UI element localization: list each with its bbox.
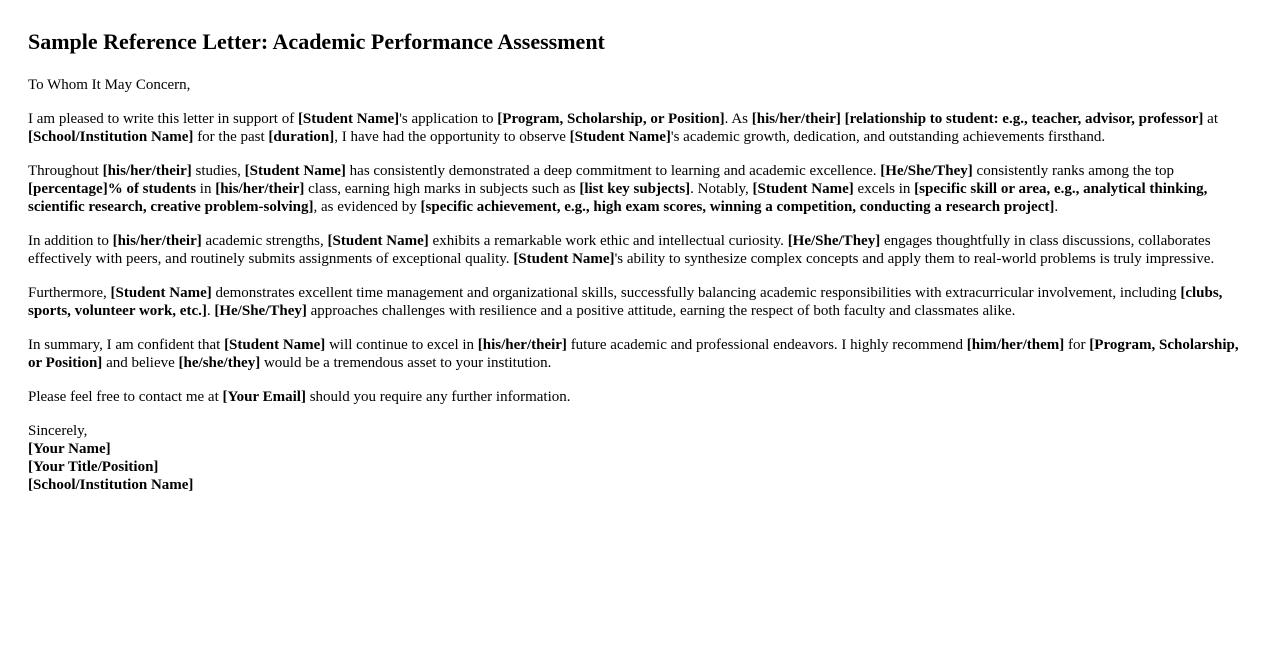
body-text: Throughout [28,163,103,179]
signature-closing: Sincerely, [28,423,88,439]
placeholder-text: [Student Name] [224,337,326,353]
body-text: studies, [191,163,245,179]
letter-body [28,110,1250,406]
placeholder-text: [list key subjects] [579,181,691,197]
letter-paragraph [28,284,1250,320]
body-text: approaches challenges with resilience and a positive attitude, earning the respect of both faculty and classmates alike. [306,303,1016,319]
body-text: demonstrates excellent time management and organizational skills, successfully balancing academic responsibilities with extracurricular involvement, including [211,285,1181,301]
placeholder-text: [Student Name] [244,163,346,179]
body-text: will continue to excel in [325,337,478,353]
body-text: . [206,303,215,319]
body-text: would be a tremendous asset to your institution. [260,355,552,371]
body-text: , as evidenced by [313,199,421,215]
body-text: 's application to [399,111,498,127]
body-text: Please feel free to contact me at [28,389,223,405]
body-text: In addition to [28,233,113,249]
placeholder-text: [Student Name] [752,181,854,197]
body-text: consistently ranks among the top [972,163,1175,179]
placeholder-text: [his/her/their] [112,233,202,249]
placeholder-text: [specific skill or area, e.g., analytical thinking, scientific research, creative problem-solving] [28,181,1208,215]
body-text: for [1064,337,1090,353]
letter-greeting: To Whom It May Concern, [28,77,191,93]
placeholder-text: [his/her/their] [215,181,305,197]
placeholder-text: [Student Name] [327,233,429,249]
signature-block [28,422,1250,494]
placeholder-text: [School/Institution Name] [28,129,194,145]
letter-paragraph [28,162,1250,216]
placeholder-text: [Student Name] [110,285,212,301]
letter-title: Sample Reference Letter: Academic Performance Assessment [28,29,605,54]
body-text: Furthermore, [28,285,111,301]
signature-title: [Your Title/Position] [28,459,159,475]
body-text: I am pleased to write this letter in support of [28,111,298,127]
body-text: excels in [853,181,915,197]
body-text: engages thoughtfully in class discussions, collaborates effectively with peers, and routinely submits assignments of exceptional quality. [28,233,1211,267]
body-text: , I have had the opportunity to observe [334,129,570,145]
body-text: exhibits a remarkable work ethic and intellectual curiosity. [428,233,788,249]
letter-paragraph [28,110,1250,146]
body-text: . Notably, [690,181,753,197]
placeholder-text: [specific achievement, e.g., high exam scores, winning a competition, conducting a research project] [420,199,1055,215]
placeholder-text: [He/She/They] [880,163,973,179]
body-text: and believe [102,355,179,371]
placeholder-text: [he/she/they] [178,355,261,371]
placeholder-text: [Student Name] [297,111,400,127]
placeholder-text: [his/her/their] [477,337,567,353]
placeholder-text: [him/her/them] [966,337,1065,353]
body-text: for the past [193,129,269,145]
body-text: . As [724,111,752,127]
letter-paragraph [28,336,1250,372]
placeholder-text: [clubs, sports, volunteer work, etc.] [28,285,1223,319]
placeholder-text: [his/her/their] [102,163,192,179]
placeholder-text: [relationship to student: e.g., teacher, advisor, professor] [844,111,1204,127]
body-text: has consistently demonstrated a deep commitment to learning and academic excellence. [345,163,881,179]
placeholder-text: [He/She/They] [787,233,881,249]
body-text: 's academic growth, dedication, and outstanding achievements firsthand. [670,129,1106,145]
placeholder-text: [percentage]% of students [28,181,197,197]
letter-paragraph [28,388,1250,406]
placeholder-text: [He/She/They] [214,303,307,319]
body-text: class, earning high marks in subjects such as [304,181,580,197]
body-text: in [196,181,216,197]
body-text: future academic and professional endeavors. I highly recommend [566,337,967,353]
body-text: academic strengths, [201,233,328,249]
placeholder-text: [duration] [268,129,335,145]
placeholder-text: [Program, Scholarship, or Position] [497,111,725,127]
letter-paragraph [28,232,1250,268]
body-text: . [1054,199,1059,215]
placeholder-text: [Student Name] [569,129,671,145]
placeholder-text: [his/her/their] [751,111,841,127]
placeholder-text: [Program, Scholarship, or Position] [28,337,1239,371]
body-text: at [1203,111,1218,127]
body-text: In summary, I am confident that [28,337,225,353]
body-text: should you require any further information. [305,389,571,405]
placeholder-text: [Student Name] [513,251,615,267]
signature-institution: [School/Institution Name] [28,477,194,493]
body-text: 's ability to synthesize complex concepts and apply them to real-world problems is truly impressive. [614,251,1215,267]
placeholder-text: [Your Email] [222,389,306,405]
signature-name: [Your Name] [28,441,111,457]
